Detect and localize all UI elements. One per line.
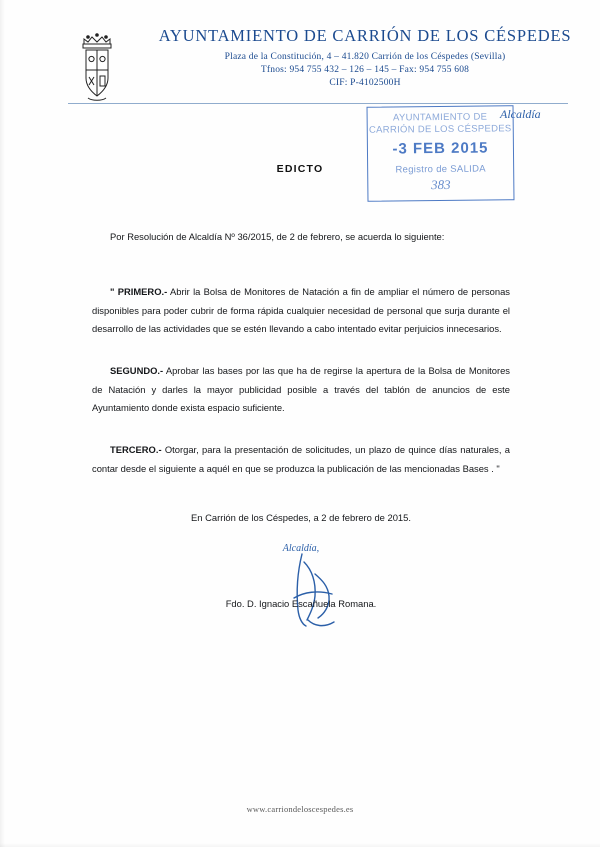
coat-of-arms-icon — [74, 30, 120, 102]
intro-paragraph: Por Resolución de Alcaldía Nº 36/2015, de 2 de febrero, se acuerda lo siguiente: — [110, 231, 445, 242]
closing-line: En Carrión de los Céspedes, a 2 de febrero de 2015. — [191, 512, 411, 523]
stamp-registry-type: Registro de SALIDA — [395, 163, 486, 176]
stamp-date: -3 FEB 2015 — [392, 139, 489, 158]
stamp-org-line-1: AYUNTAMIENTO DE — [392, 111, 488, 124]
clause-paragraph-3 — [92, 441, 510, 478]
clause-text-2: Aprobar las bases por las que ha de regirse la apertura de la Bolsa de Monitores de Natación y darles la mayor publicidad posible a través del tablón de anuncios de este Ayuntamiento donde exista espacio suficiente. — [92, 365, 510, 413]
clause-lead-2: SEGUNDO.- — [110, 365, 164, 377]
clause-text-3: Otorgar, para la presentación de solicitudes, un plazo de quince días naturales, a contar desde el siguiente a aquél en que se produzca la publicación de las mencionadas Bases . " — [92, 444, 510, 474]
clause-lead-3: TERCERO.- — [110, 444, 162, 456]
header-text-block — [150, 26, 580, 88]
scan-edge-left — [0, 0, 5, 847]
alcaldia-label: Alcaldía — [500, 107, 541, 121]
clause-paragraph-1 — [92, 283, 510, 338]
registry-stamp — [367, 105, 515, 202]
clause-text-1: Abrir la Bolsa de Monitores de Natación a fin de ampliar el número de personas disponibles para poder cubrir de forma rápida cualquier necesidad de personal que surja durante el desarrollo de las actividades que se estén llevando a cabo intentado evitar perjuicios innecesarios. — [92, 286, 510, 334]
handwritten-signature — [282, 552, 352, 630]
organization-phones: Tfnos: 954 755 432 – 126 – 145 – Fax: 954 755 608 — [260, 65, 470, 75]
stamp-org-line-2: CARRIÓN DE LOS CÉSPEDES — [368, 123, 512, 136]
signature-caption: Alcaldía, — [282, 543, 320, 554]
header-divider — [68, 103, 568, 104]
page-title: EDICTO — [276, 163, 324, 175]
footer-website: www.carriondeloscespedes.es — [246, 804, 354, 814]
document-body — [92, 228, 510, 495]
clause-paragraph-2 — [92, 362, 510, 417]
document-header — [0, 14, 600, 104]
stamp-registry-number: 383 — [430, 176, 451, 193]
organization-address: Plaza de la Constitución, 4 – 41.820 Carrión de los Céspedes (Sevilla) — [224, 52, 506, 62]
signer-name: Fdo. D. Ignacio Escañuela Romana. — [225, 598, 377, 609]
organization-cif: CIF: P-4102500H — [329, 78, 401, 88]
clause-lead-1: " PRIMERO.- — [110, 286, 168, 298]
organization-name: AYUNTAMIENTO DE CARRIÓN DE LOS CÉSPEDES — [158, 26, 572, 45]
scan-edge-bottom — [0, 843, 600, 847]
